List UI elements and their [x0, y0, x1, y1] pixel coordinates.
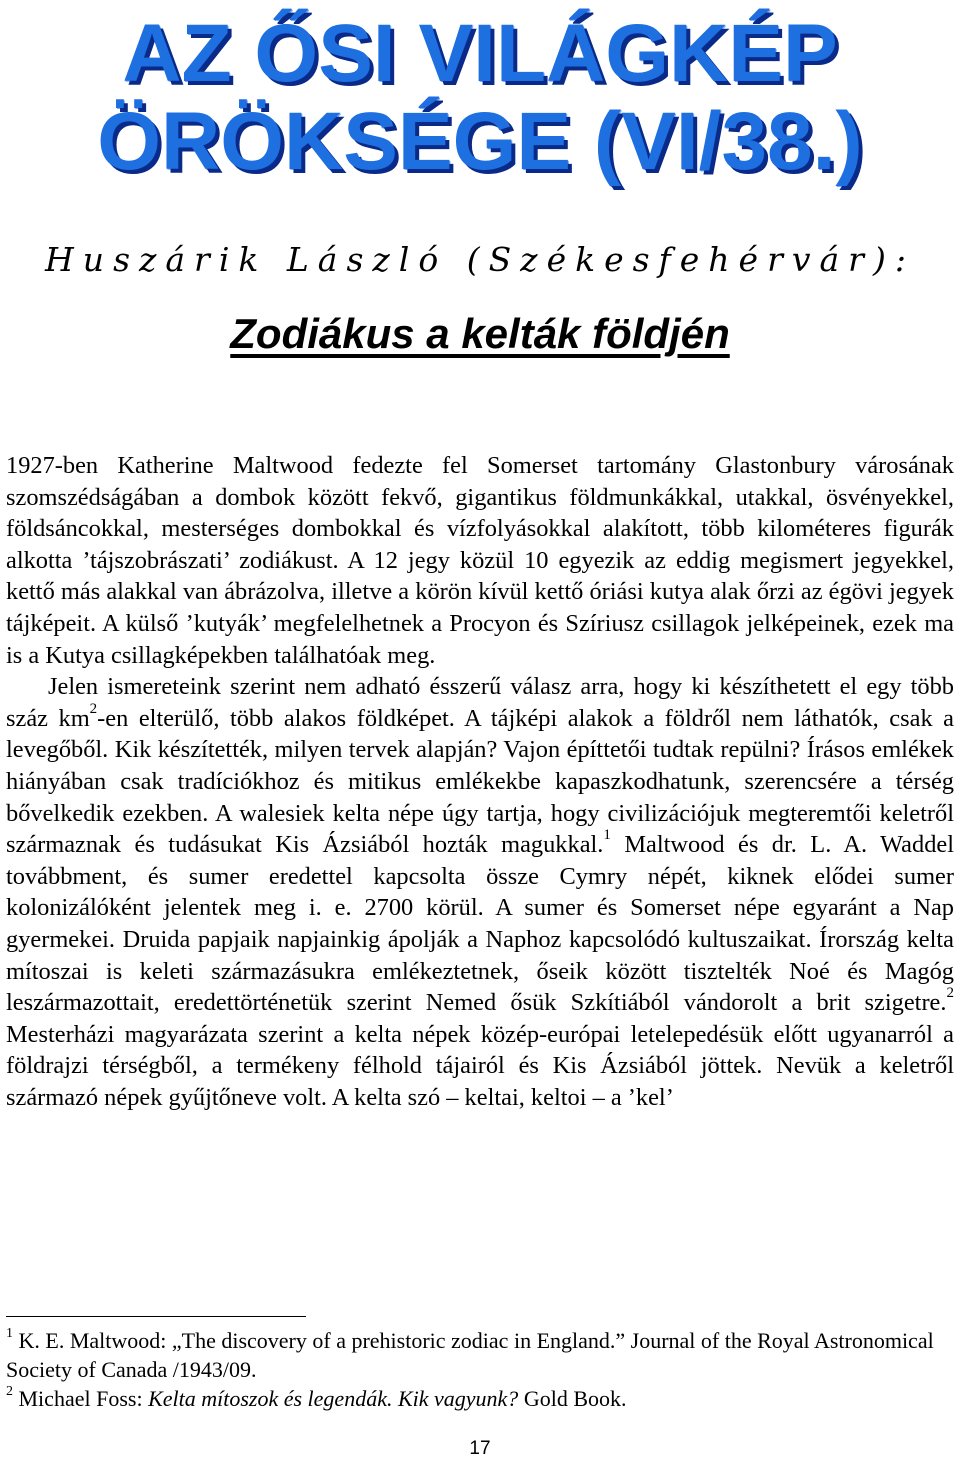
- paragraph-2-part-a: Jelen ismereteink szerint nem adható ésszerű válasz arra, hogy ki készíthetett el egy több száz km: [6, 673, 954, 732]
- footnote-1-text: K. E. Maltwood: „The discovery of a prehistoric zodiac in England.” Journal of the Royal Astronomical Society of Canada /1943/09.: [6, 1328, 934, 1382]
- article-body: [6, 450, 954, 1113]
- footnote-divider: [6, 1316, 306, 1317]
- footnote-ref-2[interactable]: 2: [946, 984, 954, 1001]
- paragraph-2-part-b: -en elterülő, több alakos földképet. A tájképi alakok a földről nem láthatók, csak a levegőből. Kik készítették, milyen tervek alapján? Vajon építtetői tudtak repülni? Írásos emlékek hiányában csak tradíciókhoz és mitikus emlékekbe kapaszkodhatunk, szerencsére a térség bővelkedik ezekben. A walesiek kelta népe úgy tartja, hogy civilizációjuk megteremtői keletről származnak és tudásukat Kis Ázsiából hozták magukkal.: [6, 704, 954, 859]
- paragraph-1: 1927-ben Katherine Maltwood fedezte fel Somerset tartomány Glastonbury városának szomszédságában a dombok között fekvő, gigantikus földmunkákkal, utakkal, ösvényekkel, földsáncokkal, mesterséges dombokkal és vízfolyásokkal alakított, több kilométeres figurák alkotta ’tájszobrászati’ zodiákust. A 12 jegy közül 10 egyezik az eddig megismert jegyekkel, kettő más alakkal van ábrázolva, illetve a körön kívül kettő óriási kutya alak őrzi az égövi jegyek tájképeit. A külső ’kutyák’ megfelelhetnek a Procyon és Szíriusz csillagok jelképeinek, ezek ma is a Kutya csillagképekben találhatóak meg.: [6, 452, 954, 669]
- paragraph-2-part-c: Maltwood és dr. L. A. Waddel továbbment, és sumer eredettel kapcsolta össze Cymry népét, kiknek elődei sumer kolonizálóként jelentek meg i. e. 2700 körül. A sumer és Somerset népe egyaránt a Nap gyermekei. Druida papjaik napjainkig ápolják a Naphoz kapcsolódó kultuszaikat. Írország kelta mítoszai is keleti származásukra emlékeztetnek, őseik között tisztelték Noé és Magóg leszármazottait, eredettörténetük szerint Nemed ősük Szkítiából vándorolt a brit szigetre.: [6, 831, 954, 1017]
- footnote-2-number: 2: [6, 1383, 13, 1399]
- footnote-1: [6, 1326, 954, 1384]
- footnote-2-text-a: Michael Foss:: [13, 1386, 149, 1411]
- page-number: 17: [469, 1438, 491, 1459]
- main-title-1: AZ ŐSI VILÁGKÉP: [122, 8, 838, 99]
- paragraph-2-part-d: Mesterházi magyarázata szerint a kelta népek közép-európai letelepedésük előtt ugyanarról a földrajzi térségből, a termékeny félhold tájairól és Kis Ázsiából jöttek. Nevük a keletről származó népek gyűjtőneve volt. A kelta szó – keltai, keltoi – a ’kel’: [6, 1020, 954, 1111]
- footnote-2-text-b: Gold Book.: [518, 1386, 627, 1411]
- main-title-2: ÖRÖKSÉGE (VI/38.): [97, 96, 863, 187]
- footnote-2: [6, 1384, 954, 1413]
- superscript-2: 2: [89, 700, 98, 717]
- footnote-ref-1[interactable]: 1: [603, 827, 611, 843]
- article-subtitle: Zodiákus a kelták földjén: [230, 310, 730, 357]
- paragraph-2: [6, 671, 954, 1113]
- author-line: Huszárik László (Székesfehérvár):: [45, 240, 915, 279]
- footnote-2-book-title: Kelta mítoszok és legendák. Kik vagyunk?: [148, 1386, 519, 1411]
- footnote-1-number: 1: [6, 1325, 13, 1341]
- footnotes: [6, 1326, 954, 1413]
- title-line-1: [0, 10, 960, 98]
- title-line-2: [0, 98, 960, 186]
